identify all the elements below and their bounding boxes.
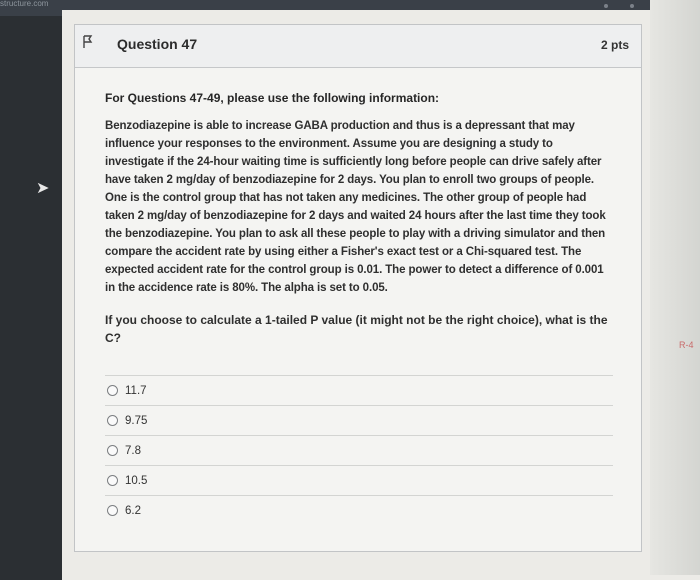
flag-question-icon[interactable] xyxy=(83,35,93,49)
radio-button[interactable] xyxy=(107,445,118,456)
cursor-icon: ➤ xyxy=(36,180,50,197)
radio-button[interactable] xyxy=(107,415,118,426)
toolbar-dot-icon xyxy=(630,4,634,8)
choice-label: 6.2 xyxy=(125,504,141,517)
question-title: Question 47 xyxy=(117,36,198,52)
choice-label: 7.8 xyxy=(125,444,141,457)
choice-label: 11.7 xyxy=(125,384,147,397)
answer-choice[interactable] xyxy=(105,375,613,405)
question-prompt: If you choose to calculate a 1-tailed P value (it might not be the right choice), what is the C? xyxy=(105,313,608,345)
question-intro: For Questions 47-49, please use the following information: xyxy=(105,91,440,105)
answer-choices xyxy=(105,375,613,525)
radio-button[interactable] xyxy=(107,505,118,516)
question-passage: Benzodiazepine is able to increase GABA production and thus is a depressant that may influence your responses to the environment. Assume you are designing a study to investigate if the 24-hour waiting time is sufficiently long before people can drive safely after have taken 2 mg/day of benzodiazepine for 2 days. You plan to enroll two groups of people. One is the control group that has not taken any medicines. The other group of people had taken 2 mg/day of benzodiazepine for 2 days and waited 24 hours after the last time they took the benzodiazepine. You plan to ask all these people to play with a driving simulator and then compare the accident rate by using either a Fisher's exact test or a Chi-squared test. The expected accident rate for the control group is 0.01. The power to detect a difference of 0.001 in the accidence rate is 80%. The alpha is set to 0.05. xyxy=(105,120,606,294)
question-body xyxy=(75,68,641,525)
answer-choice[interactable] xyxy=(105,495,613,525)
choice-label: 10.5 xyxy=(125,474,148,487)
right-edge xyxy=(650,0,700,575)
url-fragment[interactable]: structure.com xyxy=(0,0,49,8)
answer-choice[interactable] xyxy=(105,435,613,465)
question-points: 2 pts xyxy=(600,38,629,52)
question-header xyxy=(75,25,641,68)
answer-choice[interactable] xyxy=(105,465,613,495)
toolbar-dot-icon xyxy=(604,4,608,8)
radio-button[interactable] xyxy=(107,385,118,396)
answer-choice[interactable] xyxy=(105,405,613,435)
edge-label: R-4 xyxy=(679,340,694,350)
question-card xyxy=(74,24,642,552)
choice-label: 9.75 xyxy=(125,414,148,427)
radio-button[interactable] xyxy=(107,475,118,486)
